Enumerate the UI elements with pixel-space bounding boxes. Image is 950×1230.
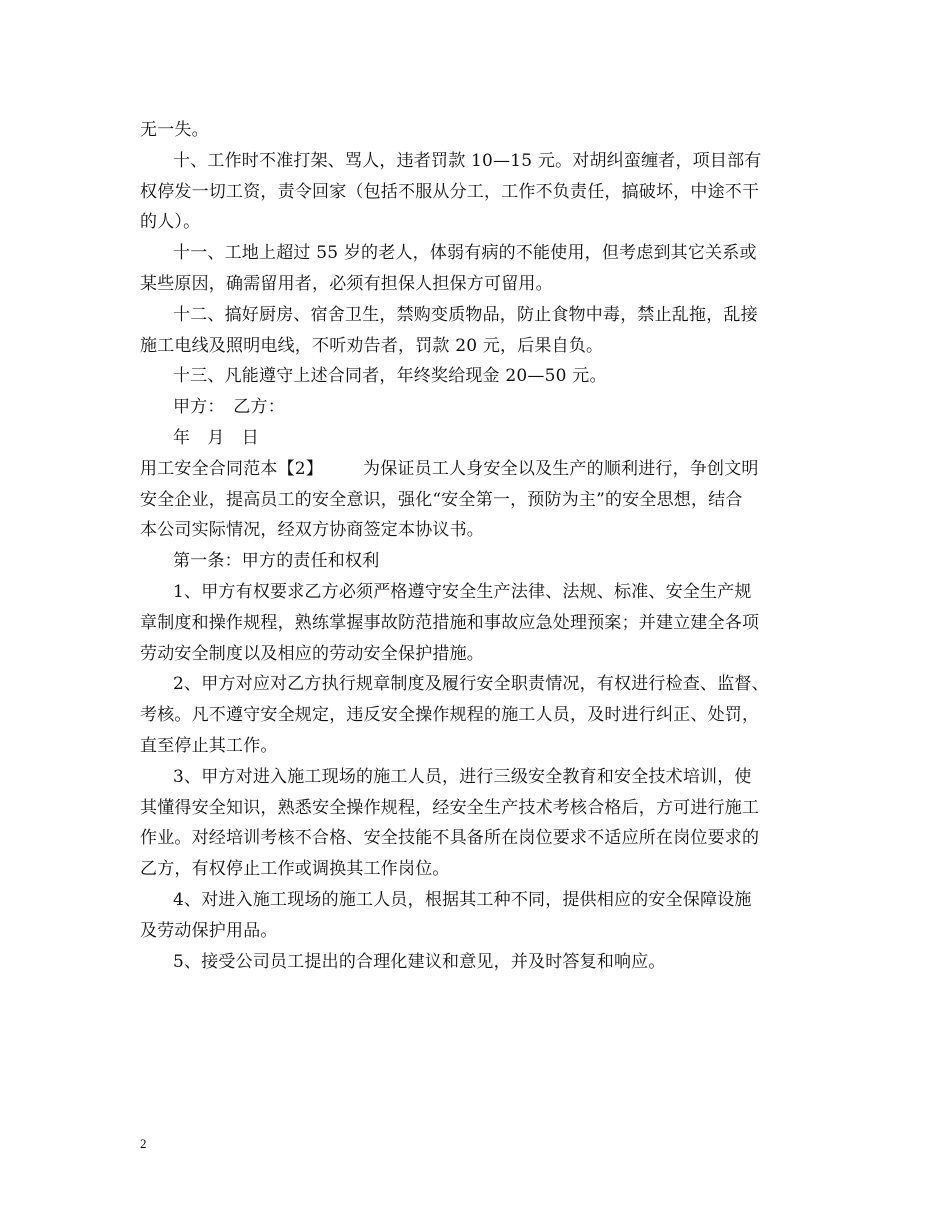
text-line-content: 无一失。 bbox=[140, 120, 209, 140]
text-line-content: 3、甲方对进入施工现场的施工人员，进行三级安全教育和安全技术培训，使 bbox=[173, 766, 752, 787]
text-line-content: 施工电线及照明电线，不听劝告者，罚款 20 元，后果自负。 bbox=[140, 335, 604, 356]
text-line-content: 用工安全合同范本【2】 bbox=[140, 458, 324, 479]
text-line bbox=[140, 885, 830, 916]
text-line-content: 某些原因，确需留用者，必须有担保人担保方可留用。 bbox=[140, 273, 553, 294]
text-line-content: 安全企业，提高员工的安全意识，强化“安全第一，预防为主”的安全思想，结合 bbox=[140, 489, 743, 510]
text-line-content: 章制度和操作规程，熟练掌握事故防范措施和事故应急处理预案；并建立建全各项 bbox=[140, 612, 760, 633]
text-line-content: 4、对进入施工现场的施工人员，根据其工种不同，提供相应的安全保障设施 bbox=[173, 889, 752, 910]
text-line bbox=[140, 423, 830, 454]
text-line bbox=[140, 823, 830, 854]
text-line bbox=[140, 731, 830, 762]
text-line bbox=[140, 608, 830, 639]
text-line bbox=[140, 515, 830, 546]
text-line bbox=[140, 947, 830, 978]
document-body bbox=[140, 115, 830, 977]
text-line bbox=[140, 238, 830, 269]
text-line-content: 及劳动保护用品。 bbox=[140, 920, 278, 941]
text-line-content: 其懂得安全知识，熟悉安全操作规程，经安全生产技术考核合格后，方可进行施工 bbox=[140, 797, 760, 818]
text-line-content: 十、工作时不准打架、骂人，违者罚款 10—15 元。对胡纠蛮缠者，项目部有 bbox=[173, 150, 762, 171]
text-line bbox=[140, 146, 830, 177]
text-line-content: 劳动安全制度以及相应的劳动安全保护措施。 bbox=[140, 643, 484, 664]
text-line-content: 5、接受公司员工提出的合理化建议和意见，并及时答复和响应。 bbox=[173, 951, 666, 972]
text-line bbox=[140, 485, 830, 516]
text-line bbox=[140, 331, 830, 362]
text-line bbox=[140, 392, 830, 423]
text-line-content: 十二、搞好厨房、宿舍卫生，禁购变质物品，防止食物中毒，禁止乱拖，乱接 bbox=[173, 304, 758, 325]
text-line bbox=[140, 762, 830, 793]
text-line bbox=[140, 269, 830, 300]
text-line bbox=[140, 639, 830, 670]
text-line bbox=[140, 115, 830, 146]
text-line-content: 2、甲方对应对乙方执行规章制度及履行安全职责情况，有权进行检查、监督、 bbox=[173, 674, 769, 695]
text-line-content: 直至停止其工作。 bbox=[140, 735, 278, 756]
text-line-content: 甲方： 乙方： bbox=[173, 397, 285, 418]
text-line-content: 的人）。 bbox=[140, 212, 201, 233]
text-line bbox=[140, 669, 830, 700]
text-line-content: 第一条：甲方的责任和权利 bbox=[173, 551, 380, 572]
text-line bbox=[140, 207, 830, 238]
text-line bbox=[140, 700, 830, 731]
text-line-content: 1、甲方有权要求乙方必须严格遵守安全生产法律、法规、标准、安全生产规 bbox=[173, 581, 752, 602]
text-line bbox=[140, 854, 830, 885]
text-line-content: 十三、凡能遵守上述合同者，年终奖给现金 20—50 元。 bbox=[173, 366, 607, 387]
text-line bbox=[140, 546, 830, 577]
text-line-content: 乙方，有权停止工作或调换其工作岗位。 bbox=[140, 859, 450, 880]
text-line bbox=[140, 793, 830, 824]
text-line bbox=[140, 361, 830, 392]
text-line bbox=[140, 916, 830, 947]
text-line-content: 十一、工地上超过 55 岁的老人，体弱有病的不能使用，但考虑到其它关系或 bbox=[173, 243, 757, 264]
text-line-content: 权停发一切工资，责令回家（包括不服从分工，工作不负责任，搞破坏，中途不干 bbox=[140, 181, 760, 202]
text-line bbox=[140, 577, 830, 608]
text-line-tail: 为保证员工人身安全以及生产的顺利进行，争创文明 bbox=[363, 458, 759, 479]
text-line-content: 考核。凡不遵守安全规定，违反安全操作规程的施工人员，及时进行纠正、处罚， bbox=[140, 705, 760, 726]
text-line-content: 年 月 日 bbox=[173, 427, 259, 448]
text-line-content: 作业。对经培训考核不合格、安全技能不具备所在岗位要求不适应所在岗位要求的 bbox=[140, 828, 760, 849]
text-line bbox=[140, 454, 830, 485]
text-line bbox=[140, 177, 830, 208]
text-line bbox=[140, 300, 830, 331]
text-line-content: 本公司实际情况，经双方协商签定本协议书。 bbox=[140, 520, 484, 541]
page-number: 2 bbox=[140, 1136, 147, 1151]
